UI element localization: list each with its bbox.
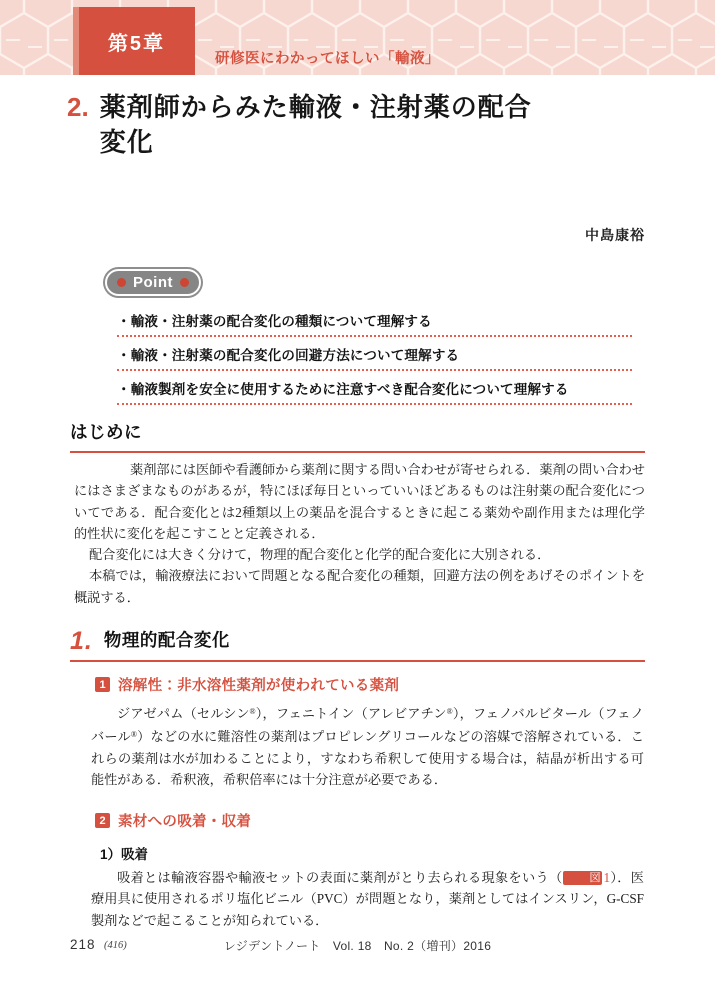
subsection-2-1-title: 1）吸着	[100, 847, 149, 863]
section-1-title: 物理的配合変化	[103, 630, 230, 650]
article-title-line1: 薬剤師からみた輸液・注射薬の配合	[99, 92, 532, 122]
subsection-2-paragraph	[91, 867, 644, 931]
article-title-text	[100, 90, 532, 160]
subsection-1	[70, 674, 645, 790]
point-item: ・輸液・注射薬の配合変化の回避方法について理解する	[117, 337, 632, 371]
subsection-1-heading	[95, 674, 645, 695]
registered-mark: ®	[249, 707, 256, 716]
section-1-heading	[70, 627, 645, 662]
intro-paragraph: 配合変化には大きく分けて，物理的配合変化と化学的配合変化に大別される．	[89, 547, 551, 563]
text-run: 吸着とは輸液容器や輸液セットの表面に薬剤がとり去られる現象をいう（	[117, 870, 563, 886]
text-run: ），フェノバルビタール（フェノバール	[91, 706, 644, 745]
journal-line: レジデントノート Vol. 18 No. 2（増刊）2016	[223, 939, 492, 953]
series-title: 研修医にわかってほしい「輸液」	[215, 51, 440, 67]
page-footer	[0, 937, 715, 953]
point-dot-right-icon	[180, 278, 189, 287]
registered-mark: ®	[446, 707, 453, 716]
section-1	[70, 627, 645, 931]
point-item: ・輸液製剤を安全に使用するために注意すべき配合変化について理解する	[117, 371, 632, 405]
chapter-badge-stripe	[73, 7, 79, 75]
subsection-1-marker: 1	[95, 677, 110, 692]
text-run: ）．医療用具に使用されるポリ塩化ビニル（PVC）が問題となり，薬剤としてはインスリン，G-CSF製剤などで起こることが知られている．	[91, 870, 644, 928]
intro-section	[70, 419, 645, 608]
subsection-2-marker: 2	[95, 813, 110, 828]
subsection-1-title: 溶解性：非水溶性薬剤が使われている薬剤	[118, 678, 400, 694]
point-badge	[105, 269, 201, 296]
figure-number: 1	[603, 870, 611, 886]
chapter-banner	[0, 0, 715, 75]
author-name: 中島康裕	[585, 227, 645, 243]
subsection-1-paragraph	[91, 701, 644, 790]
subsection-2	[70, 810, 645, 931]
chapter-badge	[73, 7, 195, 75]
article-title-line2: 変化	[99, 127, 154, 157]
page-number: 218	[70, 937, 96, 952]
point-item: ・輸液・注射薬の配合変化の種類について理解する	[117, 303, 632, 337]
intro-paragraph: 薬剤部には医師や看護師から薬剤に関する問い合わせが寄せられる．薬剤の問い合わせにはさまざまなものがあるが，特にほぼ毎日といっていいほどあるものは注射薬の配合変化についてである．配合変化とは2種類以上の薬品を混合するときに起こる薬効や副作用または理化学的性状に変化を起こすことと定義される．	[74, 462, 645, 541]
registered-mark: ®	[130, 730, 137, 740]
chapter-badge-label: 第5章	[107, 32, 166, 55]
figure-label-box: 図	[563, 871, 602, 885]
point-section	[103, 269, 635, 405]
text-run: ジアゼパム（セルシン	[117, 706, 250, 721]
point-badge-label: Point	[133, 274, 173, 291]
text-run: ）などの水に難溶性の薬剤はプロピレングリコールなどの溶媒で溶解されている．これらの薬剤は水が加わることにより，すなわち希釈して使用する場合は，結晶が析出する可能性がある．希釈液，希釈倍率には十分注意が必要である．	[91, 729, 644, 787]
page-number-paren: (416)	[104, 940, 127, 951]
section-1-number: 1.	[70, 627, 93, 655]
text-run: ），フェニトイン（アレビアチン	[255, 706, 447, 721]
intro-paragraph: 本稿では，輸液療法において問題となる配合変化の種類，回避方法の例をあげそのポイントを概説する．	[74, 568, 645, 605]
point-dot-left-icon	[117, 278, 126, 287]
subsection-2-title: 素材への吸着・収着	[118, 814, 252, 831]
intro-heading: はじめに	[70, 419, 645, 453]
subsection-2-heading	[95, 810, 645, 831]
figure-1-reference	[563, 870, 611, 885]
point-list	[117, 303, 632, 405]
article-title-number: 2.	[67, 92, 89, 122]
article-title	[67, 90, 532, 160]
